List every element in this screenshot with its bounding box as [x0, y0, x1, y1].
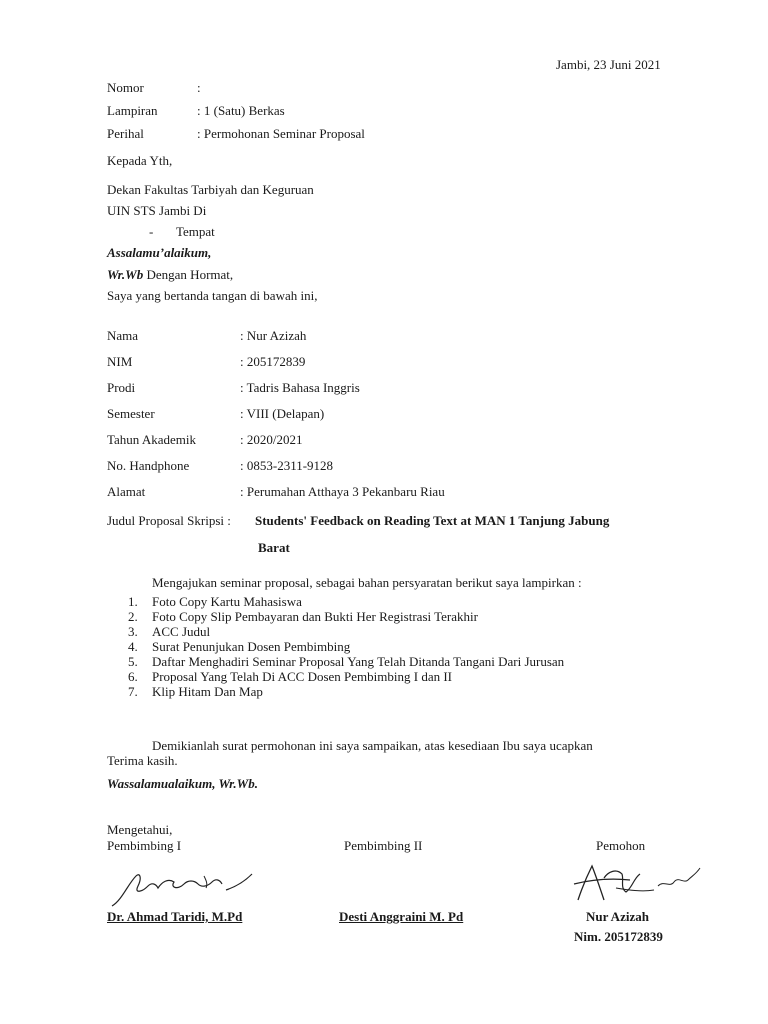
attachment-item: Proposal Yang Telah Di ACC Dosen Pembimbing I dan II: [152, 669, 453, 684]
identity-label-prodi: Prodi: [107, 380, 136, 395]
attachment-num: 7.: [128, 684, 138, 699]
attachment-item: Foto Copy Kartu Mahasiswa: [152, 594, 302, 609]
identity-label-tahun: Tahun Akademik: [107, 432, 196, 447]
attachment-num: 5.: [128, 654, 138, 669]
salutation-assalamu: Assalamu’alaikum,: [107, 245, 212, 260]
identity-value-tahun: : 2020/2021: [240, 432, 303, 447]
identity-value-alamat: : Perumahan Atthaya 3 Pekanbaru Riau: [240, 484, 445, 499]
recipient-line2: UIN STS Jambi Di: [107, 203, 207, 218]
recipient-place: Tempat: [176, 224, 215, 239]
closing-line1: Demikianlah surat permohonan ini saya sampaikan, atas kesediaan Ibu saya ucapkan: [152, 738, 593, 753]
recipient-greeting: Kepada Yth,: [107, 153, 173, 168]
judul-label: Judul Proposal Skripsi :: [107, 513, 231, 528]
recipient-line1: Dekan Fakultas Tarbiyah dan Keguruan: [107, 182, 314, 197]
identity-label-handphone: No. Handphone: [107, 458, 190, 473]
mengetahui-label: Mengetahui,: [107, 822, 173, 837]
recipient-dash: -: [149, 224, 154, 239]
judul-title-line1: Students' Feedback on Reading Text at MAN 1 Tanjung Jabung: [255, 513, 610, 528]
identity-value-nama: : Nur Azizah: [240, 328, 307, 343]
closing-wassalam: Wassalamualaikum, Wr.Wb.: [107, 776, 258, 791]
attachment-num: 2.: [128, 609, 138, 624]
identity-value-semester: : VIII (Delapan): [240, 406, 325, 421]
identity-label-alamat: Alamat: [107, 484, 146, 499]
attachment-item: ACC Judul: [152, 624, 211, 639]
identity-label-nama: Nama: [107, 328, 139, 343]
pembimbing1-name: Dr. Ahmad Taridi, M.Pd: [107, 909, 243, 924]
attachment-num: 6.: [128, 669, 138, 684]
closing-line2: Terima kasih.: [107, 753, 178, 768]
nomor-value: :: [197, 80, 201, 95]
nomor-label: Nomor: [107, 80, 144, 95]
attachment-item: Daftar Menghadiri Seminar Proposal Yang Telah Ditanda Tangani Dari Jurusan: [152, 654, 565, 669]
pembimbing1-role: Pembimbing I: [107, 838, 182, 853]
judul-title-line2: Barat: [258, 540, 290, 555]
lampiran-value: : 1 (Satu) Berkas: [197, 103, 285, 118]
salutation-wrwb: Wr.Wb: [107, 267, 144, 282]
identity-label-nim: NIM: [107, 354, 133, 369]
identity-value-nim: : 205172839: [240, 354, 306, 369]
pembimbing1-signature-image: [108, 862, 258, 912]
pemohon-name: Nur Azizah: [586, 909, 649, 924]
attachments-intro: Mengajukan seminar proposal, sebagai bahan persyaratan berikut saya lampirkan :: [152, 575, 582, 590]
salutation-dengan-hormat: Dengan Hormat,: [143, 267, 234, 282]
identity-label-semester: Semester: [107, 406, 155, 421]
pembimbing2-name: Desti Anggraini M. Pd: [339, 909, 464, 924]
salutation-line: [107, 267, 233, 283]
identity-value-handphone: : 0853-2311-9128: [240, 458, 334, 473]
pemohon-role: Pemohon: [596, 838, 646, 853]
pemohon-signature-image: [570, 858, 710, 908]
perihal-label: Perihal: [107, 126, 144, 141]
attachment-num: 3.: [128, 624, 138, 639]
pemohon-nim: Nim. 205172839: [574, 929, 663, 944]
lampiran-label: Lampiran: [107, 103, 158, 118]
attachment-item: Surat Penunjukan Dosen Pembimbing: [152, 639, 351, 654]
attachment-num: 1.: [128, 594, 138, 609]
date-line: Jambi, 23 Juni 2021: [556, 57, 661, 72]
perihal-value: : Permohonan Seminar Proposal: [197, 126, 365, 141]
attachment-item: Foto Copy Slip Pembayaran dan Bukti Her Registrasi Terakhir: [152, 609, 478, 624]
pembimbing2-role: Pembimbing II: [344, 838, 423, 853]
salutation-intro: Saya yang bertanda tangan di bawah ini,: [107, 288, 318, 303]
identity-value-prodi: : Tadris Bahasa Inggris: [240, 380, 360, 395]
attachment-item: Klip Hitam Dan Map: [152, 684, 263, 699]
attachment-num: 4.: [128, 639, 138, 654]
